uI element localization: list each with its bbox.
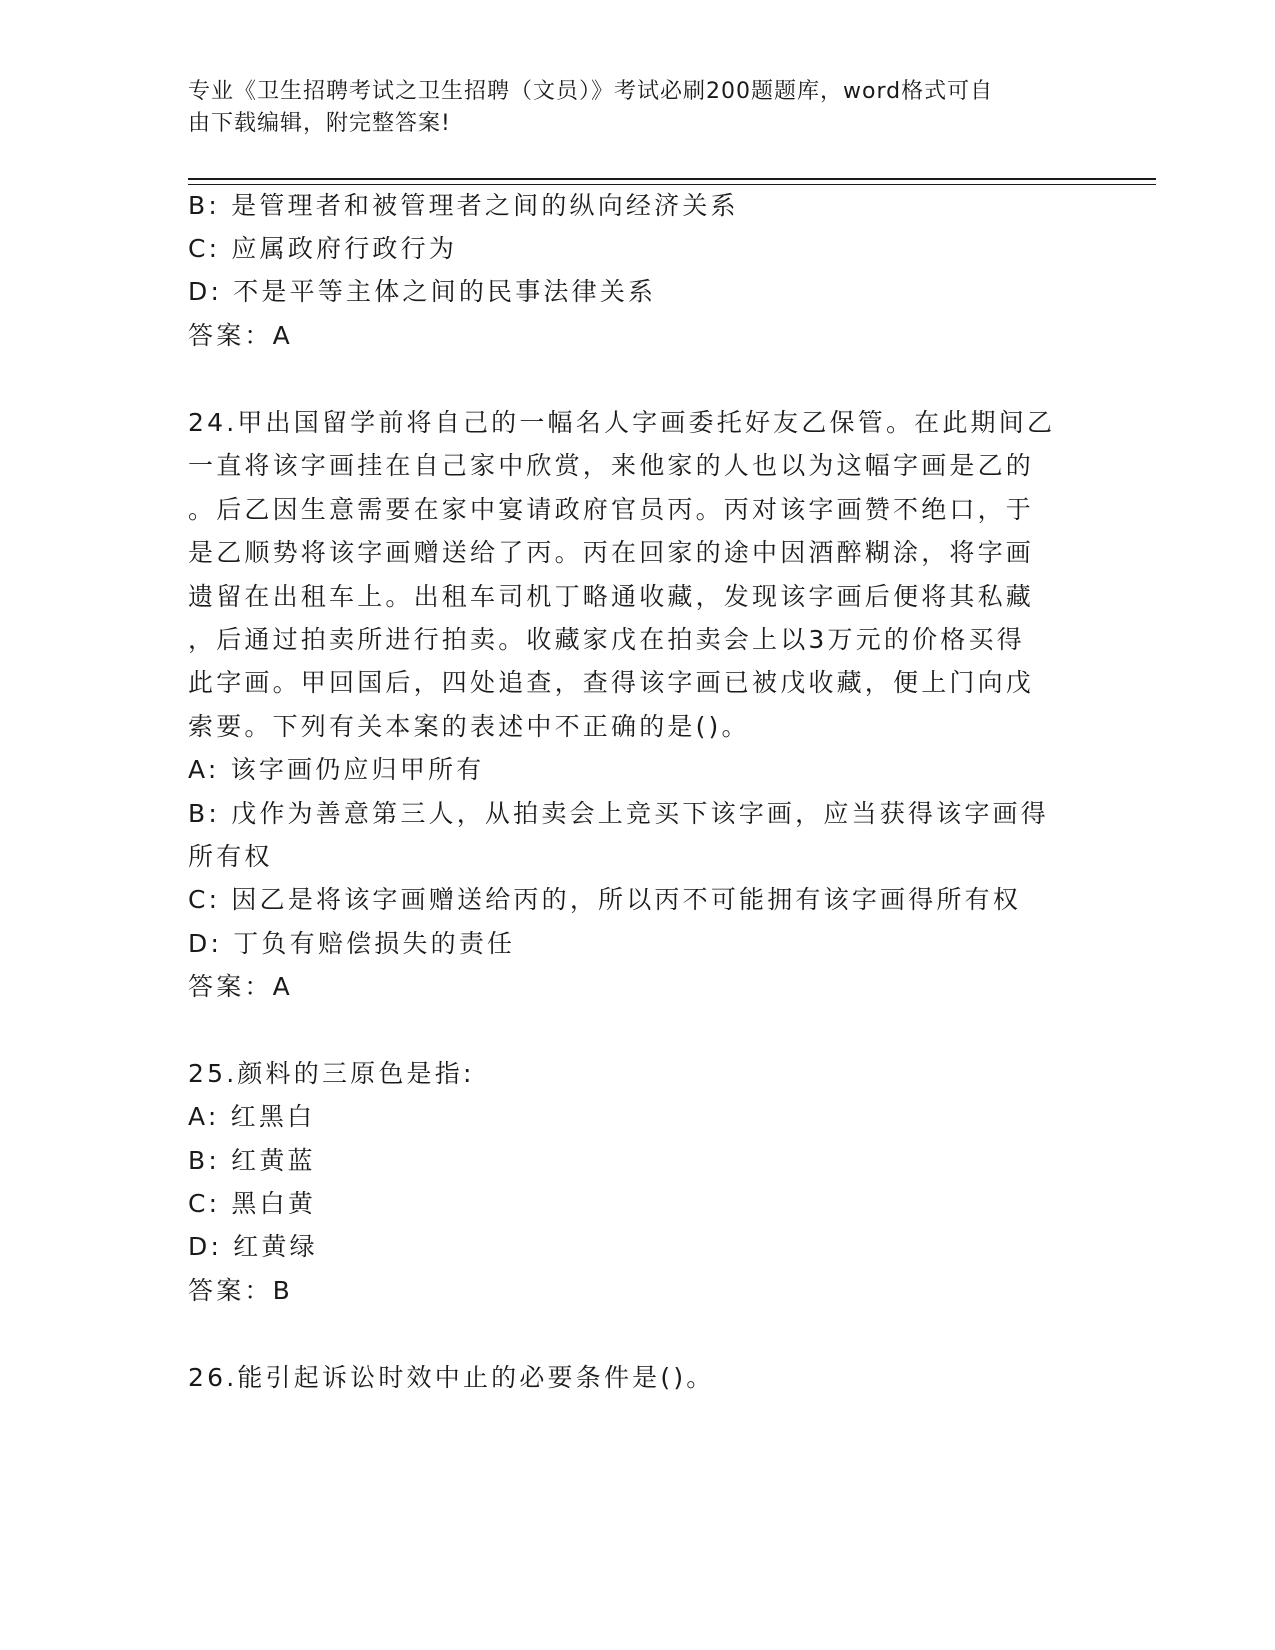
answer-q24: 答案：A: [188, 972, 293, 1001]
option-c-q23: C: 应属政府行政行为: [188, 234, 458, 263]
question-24-line-2: 一直将该字画挂在自己家中欣赏，来他家的人也以为这幅字画是乙的: [188, 451, 1035, 480]
option-b-q23: B: 是管理者和被管理者之间的纵向经济关系: [188, 191, 739, 220]
header-line-2: 由下载编辑，附完整答案!: [188, 111, 451, 136]
option-d-q23: D: 不是平等主体之间的民事法律关系: [188, 277, 657, 306]
option-b-q24-line-2: 所有权: [188, 842, 273, 871]
question-24-line-3: 。后乙因生意需要在家中宴请政府官员丙。丙对该字画赞不绝口，于: [188, 495, 1035, 524]
question-25: 25.颜料的三原色是指:: [188, 1059, 475, 1088]
question-24-line-1: 24.甲出国留学前将自己的一幅名人字画委托好友乙保管。在此期间乙: [188, 408, 1056, 437]
option-c-q24: C: 因乙是将该字画赠送给丙的，所以丙不可能拥有该字画得所有权: [188, 885, 1022, 914]
option-d-q25: D: 红黄绿: [188, 1232, 318, 1261]
option-b-q25: B: 红黄蓝: [188, 1146, 316, 1175]
question-24-line-5: 遗留在出租车上。出租车司机丁略通收藏，发现该字画后便将其私藏: [188, 582, 1035, 611]
question-24-line-8: 索要。下列有关本案的表述中不正确的是()。: [188, 712, 750, 741]
header-rule-thin: [188, 184, 1156, 185]
answer-q23: 答案：A: [188, 321, 293, 350]
option-d-q24: D: 丁负有赔偿损失的责任: [188, 929, 516, 958]
option-b-q24-line-1: B: 戊作为善意第三人，从拍卖会上竞买下该字画，应当获得该字画得: [188, 799, 1049, 828]
header-rule-thick: [188, 178, 1156, 180]
question-24-line-7: 此字画。甲回国后，四处追查，查得该字画已被戊收藏，便上门向戊: [188, 668, 1035, 697]
option-a-q25: A: 红黑白: [188, 1102, 316, 1131]
question-24-line-4: 是乙顺势将该字画赠送给了丙。丙在回家的途中因酒醉糊涂，将字画: [188, 538, 1035, 567]
question-26: 26.能引起诉讼时效中止的必要条件是()。: [188, 1363, 715, 1392]
question-24-line-6: ，后通过拍卖所进行拍卖。收藏家戊在拍卖会上以3万元的价格买得: [188, 625, 1025, 654]
option-c-q25: C: 黑白黄: [188, 1189, 317, 1218]
header-line-1: 专业《卫生招聘考试之卫生招聘（文员）》考试必刷200题题库，word格式可自: [188, 79, 994, 104]
option-a-q24: A: 该字画仍应归甲所有: [188, 755, 485, 784]
document-header: [188, 76, 1088, 140]
answer-q25: 答案：B: [188, 1276, 293, 1305]
